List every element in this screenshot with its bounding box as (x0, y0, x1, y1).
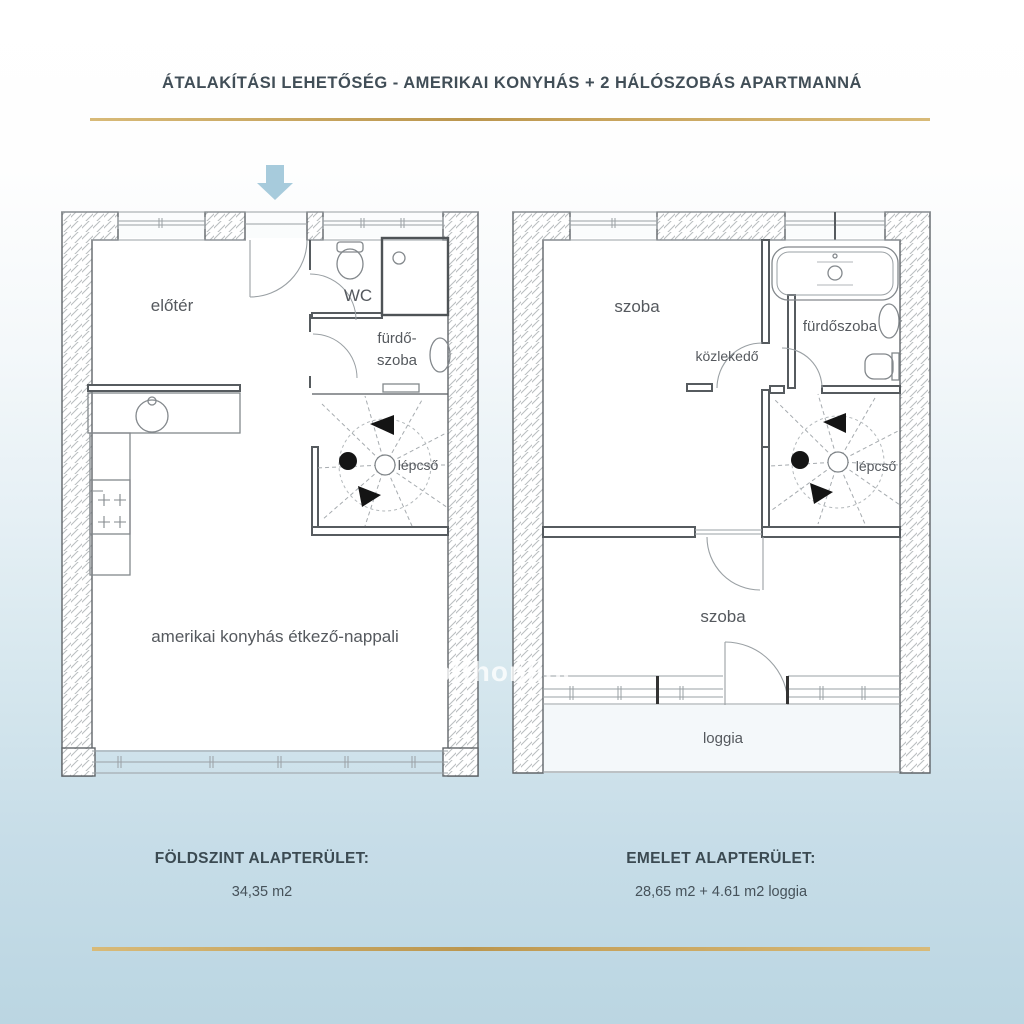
watermark-text: otthonline (434, 656, 580, 687)
down-arrow-icon-head (257, 183, 293, 200)
gf-label-bath-1: fürdő- (377, 330, 417, 347)
upper-floor-plan (510, 210, 932, 778)
uf-label-room-bottom: szoba (700, 607, 746, 626)
uf-label-loggia: loggia (702, 730, 744, 747)
gf-label-living: amerikai konyhás étkező-nappali (151, 627, 399, 646)
uf-label-room-top: szoba (614, 297, 660, 316)
ground-floor-area-value: 34,35 m2 (231, 884, 293, 900)
ground-floor-plan (60, 210, 480, 778)
uf-label-corridor: közlekedő (695, 348, 759, 364)
bottom-divider (92, 947, 930, 951)
uf-interior (543, 238, 900, 705)
uf-label-stairs: lépcső (855, 458, 897, 474)
gf-label-entry: előtér (150, 296, 194, 315)
uf-stair-pole (791, 451, 809, 469)
upper-floor-area-value: 28,65 m2 + 4.61 m2 loggia (634, 884, 808, 900)
gf-label-bath-2: szoba (376, 352, 418, 369)
upper-floor-area-label: EMELET ALAPTERÜLET: (626, 850, 816, 867)
gf-label-wc: WC (343, 286, 373, 305)
ground-floor-area-label: FÖLDSZINT ALAPTERÜLET: (154, 850, 370, 867)
down-arrow-icon (266, 165, 284, 183)
page-title: ÁTALAKÍTÁSI LEHETŐSÉG - AMERIKAI KONYHÁS + 2 HÁLÓSZOBÁS APARTMANNÁ (162, 74, 862, 92)
uf-label-bathroom: fürdőszoba (802, 318, 878, 335)
top-divider (90, 118, 930, 121)
gf-label-stairs: lépcső (397, 457, 439, 473)
gf-stair-pole (339, 452, 357, 470)
